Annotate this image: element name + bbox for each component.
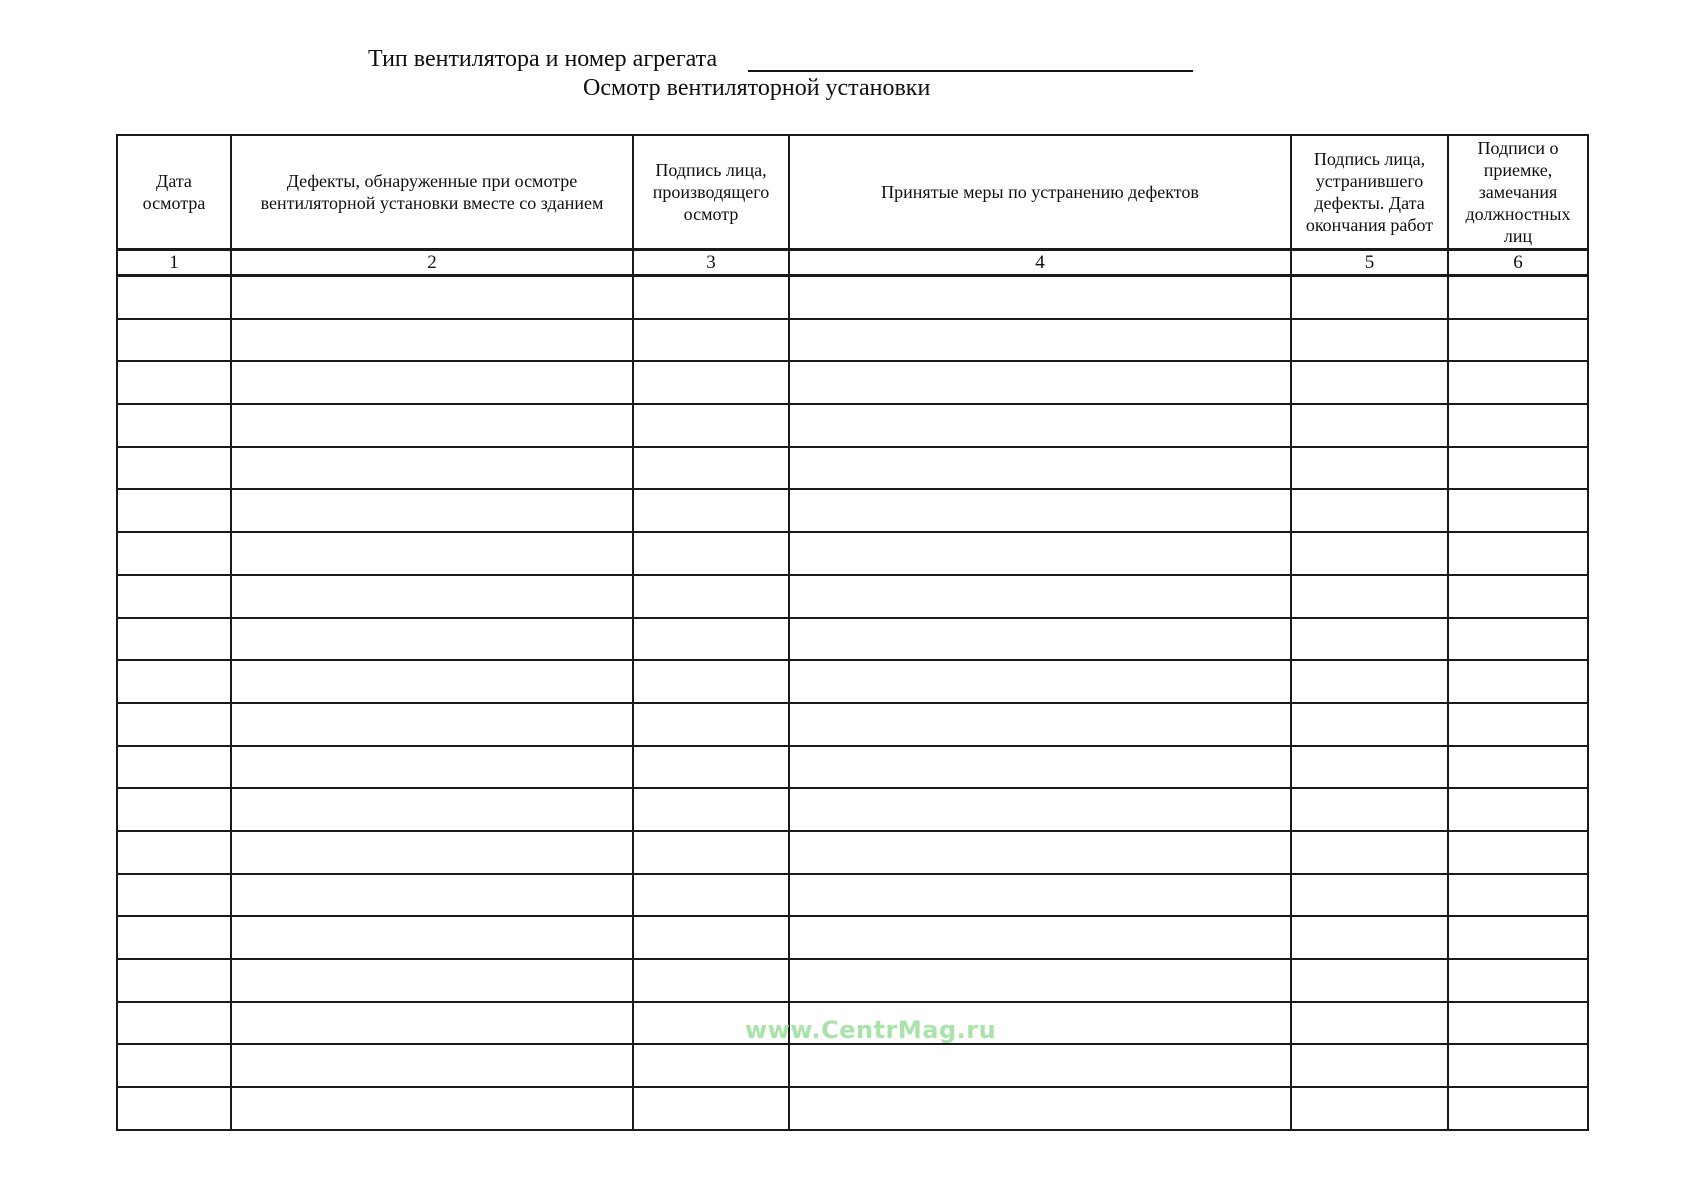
empty-cell: [633, 916, 789, 959]
empty-cell: [231, 660, 633, 703]
empty-cell: [231, 575, 633, 618]
table-row: [117, 404, 1588, 447]
empty-cell: [117, 831, 231, 874]
empty-cell: [1291, 660, 1448, 703]
empty-cell: [231, 489, 633, 532]
empty-cell: [633, 788, 789, 831]
empty-cell: [1448, 575, 1588, 618]
empty-cell: [117, 618, 231, 661]
empty-cell: [1448, 959, 1588, 1002]
column-number-row: [117, 250, 1588, 276]
empty-cell: [117, 1044, 231, 1087]
empty-cell: [117, 489, 231, 532]
empty-cell: [633, 703, 789, 746]
empty-cell: [1448, 276, 1588, 319]
empty-cell: [231, 746, 633, 789]
empty-rows-body: [117, 276, 1588, 1130]
empty-cell: [1291, 404, 1448, 447]
empty-cell: [117, 276, 231, 319]
empty-cell: [1291, 489, 1448, 532]
empty-cell: [789, 831, 1291, 874]
empty-cell: [231, 703, 633, 746]
table-row: [117, 660, 1588, 703]
empty-cell: [1448, 489, 1588, 532]
empty-cell: [117, 319, 231, 362]
empty-cell: [117, 916, 231, 959]
empty-cell: [633, 319, 789, 362]
empty-cell: [633, 532, 789, 575]
column-header-repairer-signature: Подпись лица, устранившего дефекты. Дата окончания работ: [1291, 135, 1448, 250]
empty-cell: [1291, 1002, 1448, 1045]
column-number: 4: [789, 250, 1291, 276]
empty-cell: [789, 959, 1291, 1002]
empty-cell: [789, 1044, 1291, 1087]
empty-cell: [789, 788, 1291, 831]
empty-cell: [117, 361, 231, 404]
empty-cell: [789, 361, 1291, 404]
empty-cell: [633, 575, 789, 618]
inspection-journal-table: [116, 134, 1589, 1131]
empty-cell: [117, 447, 231, 490]
empty-cell: [1448, 746, 1588, 789]
empty-cell: [231, 831, 633, 874]
column-header-inspector-signature: Подпись лица, производящего осмотр: [633, 135, 789, 250]
empty-cell: [231, 1002, 633, 1045]
empty-cell: [633, 1087, 789, 1130]
column-number: 3: [633, 250, 789, 276]
empty-cell: [789, 532, 1291, 575]
empty-cell: [1291, 916, 1448, 959]
empty-cell: [1448, 361, 1588, 404]
empty-cell: [1448, 1044, 1588, 1087]
column-header-inspection-date: Дата осмотра: [117, 135, 231, 250]
table-row: [117, 361, 1588, 404]
empty-cell: [1448, 1087, 1588, 1130]
empty-cell: [1291, 874, 1448, 917]
empty-cell: [789, 1087, 1291, 1130]
empty-cell: [633, 746, 789, 789]
table-row: [117, 959, 1588, 1002]
empty-cell: [117, 575, 231, 618]
empty-cell: [789, 916, 1291, 959]
table-row: [117, 874, 1588, 917]
empty-cell: [1291, 447, 1448, 490]
table-row: [117, 746, 1588, 789]
table-row: [117, 447, 1588, 490]
empty-cell: [633, 660, 789, 703]
empty-cell: [789, 1002, 1291, 1045]
empty-cell: [231, 447, 633, 490]
empty-cell: [633, 831, 789, 874]
empty-cell: [1291, 1044, 1448, 1087]
empty-cell: [117, 959, 231, 1002]
empty-cell: [789, 404, 1291, 447]
empty-cell: [789, 703, 1291, 746]
empty-cell: [789, 447, 1291, 490]
empty-cell: [633, 361, 789, 404]
empty-cell: [231, 618, 633, 661]
empty-cell: [1291, 319, 1448, 362]
empty-cell: [1291, 959, 1448, 1002]
empty-cell: [633, 276, 789, 319]
empty-cell: [1448, 447, 1588, 490]
empty-cell: [1448, 1002, 1588, 1045]
empty-cell: [1291, 703, 1448, 746]
empty-cell: [231, 532, 633, 575]
empty-cell: [633, 1002, 789, 1045]
table-row: [117, 1087, 1588, 1130]
empty-cell: [1291, 532, 1448, 575]
empty-cell: [117, 746, 231, 789]
empty-cell: [231, 276, 633, 319]
empty-cell: [789, 319, 1291, 362]
empty-cell: [231, 959, 633, 1002]
empty-cell: [117, 1002, 231, 1045]
empty-cell: [231, 788, 633, 831]
empty-cell: [1448, 404, 1588, 447]
empty-cell: [633, 404, 789, 447]
empty-cell: [117, 1087, 231, 1130]
column-number: 5: [1291, 250, 1448, 276]
empty-cell: [1448, 660, 1588, 703]
empty-cell: [789, 489, 1291, 532]
table-row: [117, 618, 1588, 661]
table-row: [117, 575, 1588, 618]
empty-cell: [1291, 831, 1448, 874]
table-row: [117, 788, 1588, 831]
column-header-defects-found: Дефекты, обнаруженные при осмотре вентиляторной установки вместе со зданием: [231, 135, 633, 250]
table-row: [117, 276, 1588, 319]
column-number: 2: [231, 250, 633, 276]
empty-cell: [1448, 874, 1588, 917]
page-title: Осмотр вентиляторной установки: [583, 75, 931, 101]
empty-cell: [1448, 916, 1588, 959]
empty-cell: [231, 361, 633, 404]
table-row: [117, 532, 1588, 575]
empty-cell: [789, 660, 1291, 703]
empty-cell: [1448, 788, 1588, 831]
empty-cell: [633, 874, 789, 917]
empty-cell: [231, 874, 633, 917]
column-header-acceptance-signatures: Подписи о приемке, замечания должностных лиц: [1448, 135, 1588, 250]
fill-in-blank-line: [748, 70, 1193, 72]
empty-cell: [1448, 618, 1588, 661]
watermark: www.CentrMag.ru: [745, 1016, 997, 1044]
form-title-type-line: Тип вентилятора и номер агрегата: [368, 46, 718, 72]
empty-cell: [1291, 788, 1448, 831]
empty-cell: [1291, 575, 1448, 618]
table-row: [117, 831, 1588, 874]
empty-cell: [633, 447, 789, 490]
empty-cell: [117, 874, 231, 917]
empty-cell: [1291, 361, 1448, 404]
empty-cell: [633, 618, 789, 661]
table-row: [117, 703, 1588, 746]
empty-cell: [1448, 831, 1588, 874]
table-row: [117, 1044, 1588, 1087]
empty-cell: [1448, 319, 1588, 362]
empty-cell: [789, 874, 1291, 917]
empty-cell: [789, 746, 1291, 789]
empty-cell: [231, 1044, 633, 1087]
empty-cell: [1291, 746, 1448, 789]
column-number: 1: [117, 250, 231, 276]
empty-cell: [117, 404, 231, 447]
empty-cell: [117, 660, 231, 703]
empty-cell: [117, 703, 231, 746]
empty-cell: [231, 1087, 633, 1130]
empty-cell: [789, 618, 1291, 661]
empty-cell: [1448, 532, 1588, 575]
empty-cell: [633, 489, 789, 532]
column-number: 6: [1448, 250, 1588, 276]
table-row: [117, 916, 1588, 959]
table-row: [117, 1002, 1588, 1045]
empty-cell: [633, 959, 789, 1002]
empty-cell: [1291, 618, 1448, 661]
empty-cell: [789, 575, 1291, 618]
empty-cell: [231, 319, 633, 362]
empty-cell: [633, 1044, 789, 1087]
empty-cell: [117, 532, 231, 575]
table-row: [117, 489, 1588, 532]
empty-cell: [1291, 276, 1448, 319]
empty-cell: [789, 276, 1291, 319]
empty-cell: [231, 916, 633, 959]
empty-cell: [231, 404, 633, 447]
header-row: [117, 135, 1588, 250]
table-row: [117, 319, 1588, 362]
empty-cell: [1448, 703, 1588, 746]
empty-cell: [117, 788, 231, 831]
column-header-measures-taken: Принятые меры по устранению дефектов: [789, 135, 1291, 250]
empty-cell: [1291, 1087, 1448, 1130]
